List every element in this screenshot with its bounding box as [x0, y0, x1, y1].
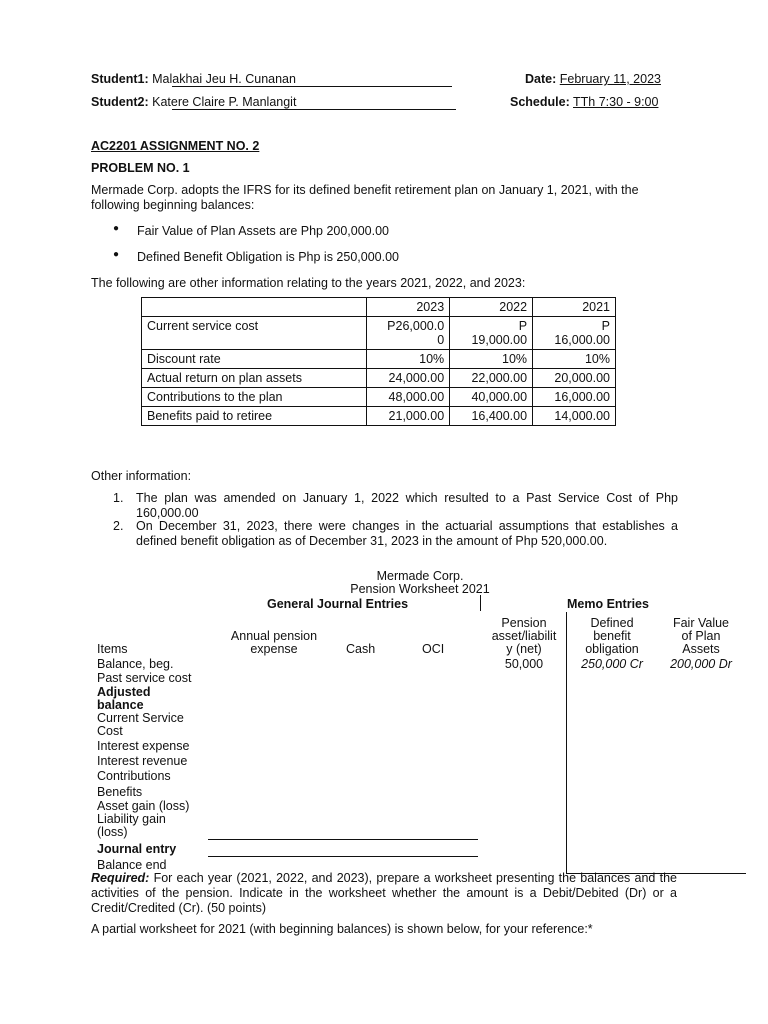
col-fv-line3: Assets [682, 642, 720, 656]
col-fv-line2: of Plan [681, 629, 721, 643]
other-information-label: Other information: [91, 469, 192, 483]
col-pension-net [484, 617, 564, 656]
row-journal-entry: Journal entry [97, 842, 177, 856]
col-annual-line2: expense [250, 642, 298, 656]
bullet-dbo: ● Defined Benefit Obligation is Php is 250,000.00 [91, 250, 681, 276]
memo-header: Memo Entries [567, 597, 649, 611]
table-row [142, 350, 616, 369]
cell-2023: 24,000.00 [367, 369, 450, 388]
row-label: Contributions to the plan [142, 388, 367, 407]
numbered-item-1-num: 1. [113, 491, 124, 505]
beginning-balances-list [91, 224, 681, 276]
row-past-service: Past service cost [97, 671, 192, 685]
date-value: February 11, 2023 [559, 72, 661, 86]
table-row [142, 317, 616, 350]
col-annual-line1: Annual pension [230, 629, 318, 643]
row-label: Actual return on plan assets [142, 369, 367, 388]
bullet-fair-value: ● Fair Value of Plan Assets are Php 200,000.00 [91, 224, 681, 250]
current-service-line1: Current Service [97, 711, 184, 725]
row-interest-revenue: Interest revenue [97, 754, 188, 768]
schedule-row [510, 95, 658, 109]
col-pension-line1: Pension [501, 616, 547, 630]
year-2023: 2023 [367, 298, 450, 317]
table-row [142, 407, 616, 426]
adjusted-line2: balance [97, 698, 144, 712]
cell-2022: 40,000.00 [450, 388, 533, 407]
liability-gain-line1: Liability gain [97, 812, 166, 826]
cell-2021: 10% [533, 350, 616, 369]
current-service-line2: Cost [97, 724, 123, 738]
student2-row [91, 95, 296, 109]
journal-entry-top-rule [208, 839, 478, 840]
col-dbo-line3: obligation [585, 642, 639, 656]
col-dbo-line2: benefit [593, 629, 631, 643]
col-items: Items [97, 642, 128, 656]
cell-2022: 22,000.00 [450, 369, 533, 388]
worksheet-company: Mermade Corp. [376, 569, 464, 583]
student1-row [91, 72, 296, 86]
col-oci: OCI [422, 642, 445, 656]
cell-2021 [533, 317, 616, 350]
cell-2022: 10% [450, 350, 533, 369]
schedule-label: Schedule: [510, 95, 570, 109]
student2-label: Student2: [91, 95, 149, 109]
cell-2023-line1: P26,000.0 [387, 319, 445, 333]
cell-2023 [367, 317, 450, 350]
student2-underline [172, 109, 456, 110]
year-2021: 2021 [533, 298, 616, 317]
gje-header: General Journal Entries [267, 597, 409, 611]
beg-fv-value: 200,000 Dr [670, 657, 732, 671]
cell-2021-line1: P [601, 319, 610, 333]
liability-gain-line2: (loss) [97, 825, 128, 839]
row-current-service [97, 712, 184, 738]
required-label: Required: [91, 871, 150, 885]
student2-name: Katere Claire P. Manlangit [152, 95, 297, 109]
other-info-intro: The following are other information relating to the years 2021, 2022, and 2023: [91, 276, 526, 290]
student1-label: Student1: [91, 72, 149, 86]
cell-2021: 16,000.00 [533, 388, 616, 407]
student1-name: Malakhai Jeu H. Cunanan [152, 72, 296, 86]
cell-2022 [450, 317, 533, 350]
row-label: Benefits paid to retiree [142, 407, 367, 426]
numbered-item-2-text: On December 31, 2023, there were changes in the actuarial assumptions that establishes a defined benefit obligation as of December 31, 2023 in the amount of Php 520,000.00. [136, 519, 678, 548]
cell-2023: 48,000.00 [367, 388, 450, 407]
header-divider [480, 595, 481, 611]
worksheet-title: Pension Worksheet 2021 [350, 582, 490, 596]
adjusted-line1: Adjusted [97, 685, 151, 699]
col-dbo [572, 617, 652, 656]
cell-2022-line1: P [518, 319, 528, 333]
col-dbo-line1: Defined [590, 616, 634, 630]
intro-paragraph: Mermade Corp. adopts the IFRS for its defined benefit retirement plan on January 1, 2021, with the following beginning balances: [91, 183, 639, 212]
cell-2021: 20,000.00 [533, 369, 616, 388]
row-balance-end: Balance end [97, 858, 167, 872]
partial-worksheet-note: A partial worksheet for 2021 (with beginning balances) is shown below, for your reference:* [91, 922, 593, 936]
info-table-header [142, 298, 616, 317]
beg-pension-value: 50,000 [504, 657, 544, 671]
col-fair-value [660, 617, 742, 656]
table-row [142, 369, 616, 388]
year-2022: 2022 [450, 298, 533, 317]
row-label: Discount rate [142, 350, 367, 369]
cell-2023-line2: 0 [437, 333, 445, 347]
numbered-item-2-num: 2. [113, 519, 124, 533]
col-cash: Cash [346, 642, 376, 656]
journal-entry-bottom-rule [208, 856, 478, 857]
row-asset-gain: Asset gain (loss) [97, 799, 190, 813]
table-row [142, 388, 616, 407]
cell-2022-line2: 19,000.00 [471, 333, 528, 347]
beg-dbo-value: 250,000 Cr [581, 657, 643, 671]
cell-2023: 10% [367, 350, 450, 369]
row-balance-beg: Balance, beg. [97, 657, 174, 671]
cell-2021-line2: 16,000.00 [554, 333, 610, 347]
problem-title: PROBLEM NO. 1 [91, 161, 190, 175]
student1-underline [172, 86, 452, 87]
row-label: Current service cost [142, 317, 367, 350]
col-fv-line1: Fair Value [672, 616, 730, 630]
numbered-item-1-text: The plan was amended on January 1, 2022 which resulted to a Past Service Cost of Php 160,000.00 [136, 491, 678, 520]
col-pension-line3: y (net) [506, 642, 542, 656]
memo-divider [566, 612, 567, 874]
schedule-value: TTh 7:30 - 9:00 [573, 95, 659, 109]
required-paragraph [91, 871, 677, 916]
assignment-title: AC2201 ASSIGNMENT NO. 2 [91, 139, 260, 153]
row-adjusted-balance [97, 686, 150, 712]
required-text: For each year (2021, 2022, and 2023), prepare a worksheet presenting the balances and the activities of the pension. Indicate in the worksheet whether the amount is a Debit/Debited (Dr) or a Credit/Credited (Cr). (50 points) [91, 871, 677, 915]
header-blank-cell [142, 298, 367, 317]
row-contributions: Contributions [97, 769, 171, 783]
col-pension-line2: asset/liabilit [491, 629, 557, 643]
cell-2022: 16,400.00 [450, 407, 533, 426]
col-annual-expense [206, 630, 342, 656]
row-interest-expense: Interest expense [97, 739, 190, 753]
info-table [141, 297, 616, 426]
row-liability-gain [97, 813, 166, 839]
date-label: Date: [525, 72, 557, 86]
date-row [525, 72, 661, 86]
cell-2021: 14,000.00 [533, 407, 616, 426]
row-benefits: Benefits [97, 785, 143, 799]
cell-2023: 21,000.00 [367, 407, 450, 426]
